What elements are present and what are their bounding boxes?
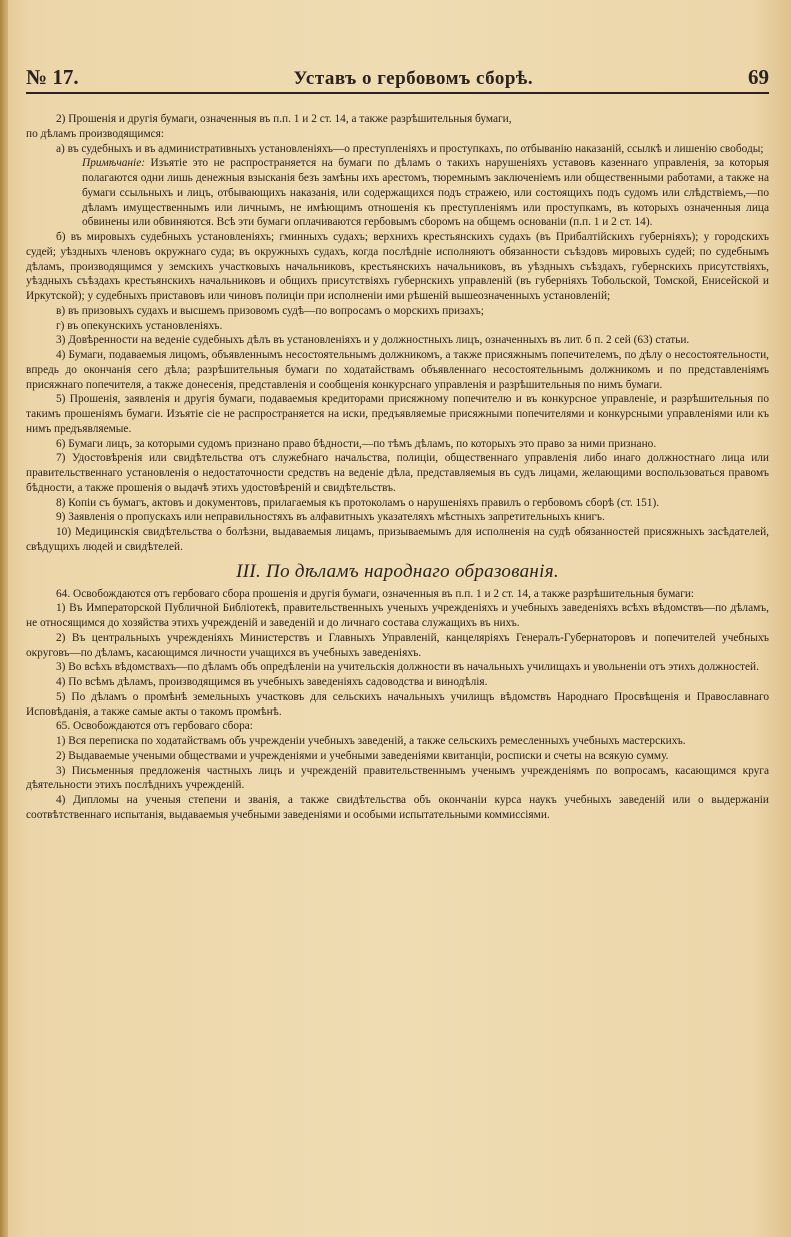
page-header bbox=[26, 60, 769, 94]
running-title: Уставъ о гербовомъ сборѣ. bbox=[293, 68, 534, 89]
note-text: Изъятіе это не распространяется на бумаги по дѣламъ о такихъ нарушеніяхъ уставовъ казеннаго управленія, за которыя полагаются одни лишь денежныя взысканія безъ замѣны ихъ арестомъ, тюремнымъ заключеніемъ или общественными работами, а также на бумаги ссыльныхъ и лицъ, отбывающихъ наказанія, или содержащихся подъ стражею, или состоящихъ подъ судомъ или слѣдствіемъ,—по дѣламъ имущественнымъ или личнымъ, не имѣющимъ отношенія къ преступленіямъ или проступкамъ, въ которыхъ означенныя лица обвинены или обвиняются. Всѣ эти бумаги оплачиваются гербовымъ сборомъ на общемъ основаніи (п.п. 1 и 2 ст. 14). bbox=[82, 157, 769, 229]
paragraph: г) въ опекунскихъ установленіяхъ. bbox=[56, 319, 223, 332]
page-number: 69 bbox=[747, 65, 769, 89]
document-number: № 17. bbox=[26, 65, 79, 89]
paragraph: 65. Освобождаются отъ гербоваго сбора: bbox=[56, 720, 253, 733]
note-paragraph bbox=[26, 156, 769, 230]
paragraph: 3) Во всѣхъ вѣдомствахъ—по дѣламъ объ опредѣленіи на учительскія должности въ начальныхъ училищахъ и увольненіи отъ этихъ должностей. bbox=[56, 661, 759, 674]
paragraph: 9) Заявленія о пропускахъ или неправильностяхъ въ алфавитныхъ указателяхъ мѣстныхъ запретительныхъ книгъ. bbox=[56, 511, 605, 524]
note-label: Примѣчаніе: bbox=[82, 157, 146, 170]
page-body bbox=[26, 112, 769, 823]
paragraph: а) въ судебныхъ и въ административныхъ установленіяхъ—о преступленіяхъ и проступкахъ, по отбыванію наказаній, ссылкѣ и лишенію свободы; bbox=[56, 142, 764, 155]
paragraph: 2) Прошенія и другія бумаги, означенныя въ п.п. 1 и 2 ст. 14, а также разрѣшительныя бумаги, bbox=[56, 113, 512, 125]
paragraph: 5) Прошенія, заявленія и другія бумаги, подаваемыя кредиторами присяжному попечителю и въ конкурсное управленіе, и разрѣшительныя по такимъ прошеніямъ бумаги. Изъятіе сіе не распространяется на иски, предъявляемые присяжными попечителями и конкурсными управленіями или къ нимъ предъявляемые. bbox=[26, 393, 769, 435]
paragraph: 1) Вся переписка по ходатайствамъ объ учрежденіи учебныхъ заведеній, а также сельскихъ ремесленныхъ учебныхъ мастерскихъ. bbox=[56, 735, 686, 747]
section-heading: III. По дѣламъ народнаго образованія. bbox=[236, 560, 559, 582]
paragraph: б) въ мировыхъ судебныхъ установленіяхъ; гминныхъ судахъ; верхнихъ крестьянскихъ судахъ (въ Прибалтійскихъ губерніяхъ); у городскихъ судей; уѣздныхъ членовъ окружнаго суда; въ окружныхъ судахъ, когда послѣдніе исполняютъ обязанности съѣздовъ мировыхъ судей; по судебнымъ дѣламъ, производящимся у земскихъ участковыхъ начальниковъ, крестьянскихъ начальниковъ, въ уѣздныхъ съѣздахъ, губернскихъ присутствіяхъ, уѣздныхъ съѣздахъ крестьянскихъ начальниковъ и общихъ присутствіяхъ губернскихъ управленій (въ губерніяхъ Тобольской, Томской, Енисейской и Иркутской); у судебныхъ приставовъ или чиновъ полиціи при исполненіи ими рѣшеній вышеозначенныхъ установленій; bbox=[26, 231, 769, 302]
paragraph: 10) Медицинскія свидѣтельства о болѣзни, выдаваемыя лицамъ, призываемымъ для исполненія на судѣ обязанностей присяжныхъ засѣдателей, свѣдущихъ людей и свидѣтелей. bbox=[26, 526, 769, 553]
paragraph: в) въ призовыхъ судахъ и высшемъ призовомъ судѣ—по вопросамъ о морскихъ призахъ; bbox=[56, 304, 484, 317]
paragraph: 3) Письменныя предложенія частныхъ лицъ и учрежденій правительственнымъ ученымъ учрежденіямъ по вопросамъ, касающимся круга дѣятельности этихъ послѣднихъ учрежденій. bbox=[26, 764, 769, 792]
paragraph: 3) Довѣренности на веденіе судебныхъ дѣлъ въ установленіяхъ и у должностныхъ лицъ, означенныхъ въ лит. б п. 2 сей (63) статьи. bbox=[56, 334, 690, 347]
paragraph: 4) По всѣмъ дѣламъ, производящимся въ учебныхъ заведеніяхъ садоводства и винодѣлія. bbox=[56, 676, 488, 688]
paragraph: 4) Дипломы на ученыя степени и званія, а также свидѣтельства объ окончаніи курса наукъ учебныхъ заведеній или о выдержаніи соотвѣтственнаго испытанія, выдаваемыя учебными заведеніями и особыми испытательными коммиссіями. bbox=[26, 794, 769, 821]
paragraph: 1) Въ Императорской Публичной Библіотекѣ, правительственныхъ ученыхъ учрежденіяхъ и учебныхъ заведеніяхъ всѣхъ вѣдомствъ—по дѣламъ, не относящимся до хозяйства этихъ учрежденій и заведеній и до личнаго состава служащихъ въ нихъ. bbox=[26, 602, 769, 629]
paragraph: 7) Удостовѣренія или свидѣтельства отъ служебнаго начальства, полиціи, общественнаго управленія либо инаго должностнаго лица или правительственнаго установленія о недостаточности средствъ на веденіе дѣла, представляемыя въ судъ лицами, желающими воспользоваться правомъ бѣдности, а также прошенія о выдачѣ этихъ удостовѣреній и свидѣтельствъ. bbox=[26, 452, 769, 494]
paragraph: 2) Въ центральныхъ учрежденіяхъ Министерствъ и Главныхъ Управленій, канцеляріяхъ Генералъ-Губернаторовъ и попечителей учебныхъ округовъ—по дѣламъ, касающимся личности учащихся въ учебныхъ заведеніяхъ. bbox=[26, 631, 769, 659]
paragraph: 64. Освобождаются отъ гербоваго сбора прошенія и другія бумаги, означенныя въ п.п. 1 и 2 ст. 14, а также разрѣшительныя бумаги: bbox=[56, 587, 695, 600]
paragraph: 5) По дѣламъ о промѣнѣ земельныхъ участковъ для сельскихъ начальныхъ училищъ вѣдомствъ Народнаго Просвѣщенія и Православнаго Исповѣданія, а также самые акты о такомъ промѣнѣ. bbox=[26, 690, 769, 718]
paragraph: по дѣламъ производящимся: bbox=[26, 127, 165, 140]
paragraph: 6) Бумаги лицъ, за которыми судомъ признано право бѣдности,—по тѣмъ дѣламъ, по которыхъ это право за ними признано. bbox=[56, 437, 657, 450]
paragraph: 8) Копіи съ бумагъ, актовъ и документовъ, прилагаемыя къ протоколамъ о нарушеніяхъ правилъ о гербовомъ сборѣ (ст. 151). bbox=[56, 496, 660, 509]
paragraph: 2) Выдаваемые учеными обществами и учрежденіями и учебными заведеніями квитанціи, росписки и счеты на всякую сумму. bbox=[56, 749, 669, 762]
paragraph: 4) Бумаги, подаваемыя лицомъ, объявленнымъ несостоятельнымъ должникомъ, а также присяжнымъ попечителемъ, по дѣлу о несостоятельности, впредь до окончанія сего дѣла; разрѣшительныя бумаги по ходатайствамъ объявленнаго несостоятельнымъ должникомъ и по представленіямъ присяжнаго попечителя, а также донесенія, представленія и сообщенія конкурснаго управленія и разрѣшительныя по нимъ бумаги. bbox=[26, 349, 769, 391]
